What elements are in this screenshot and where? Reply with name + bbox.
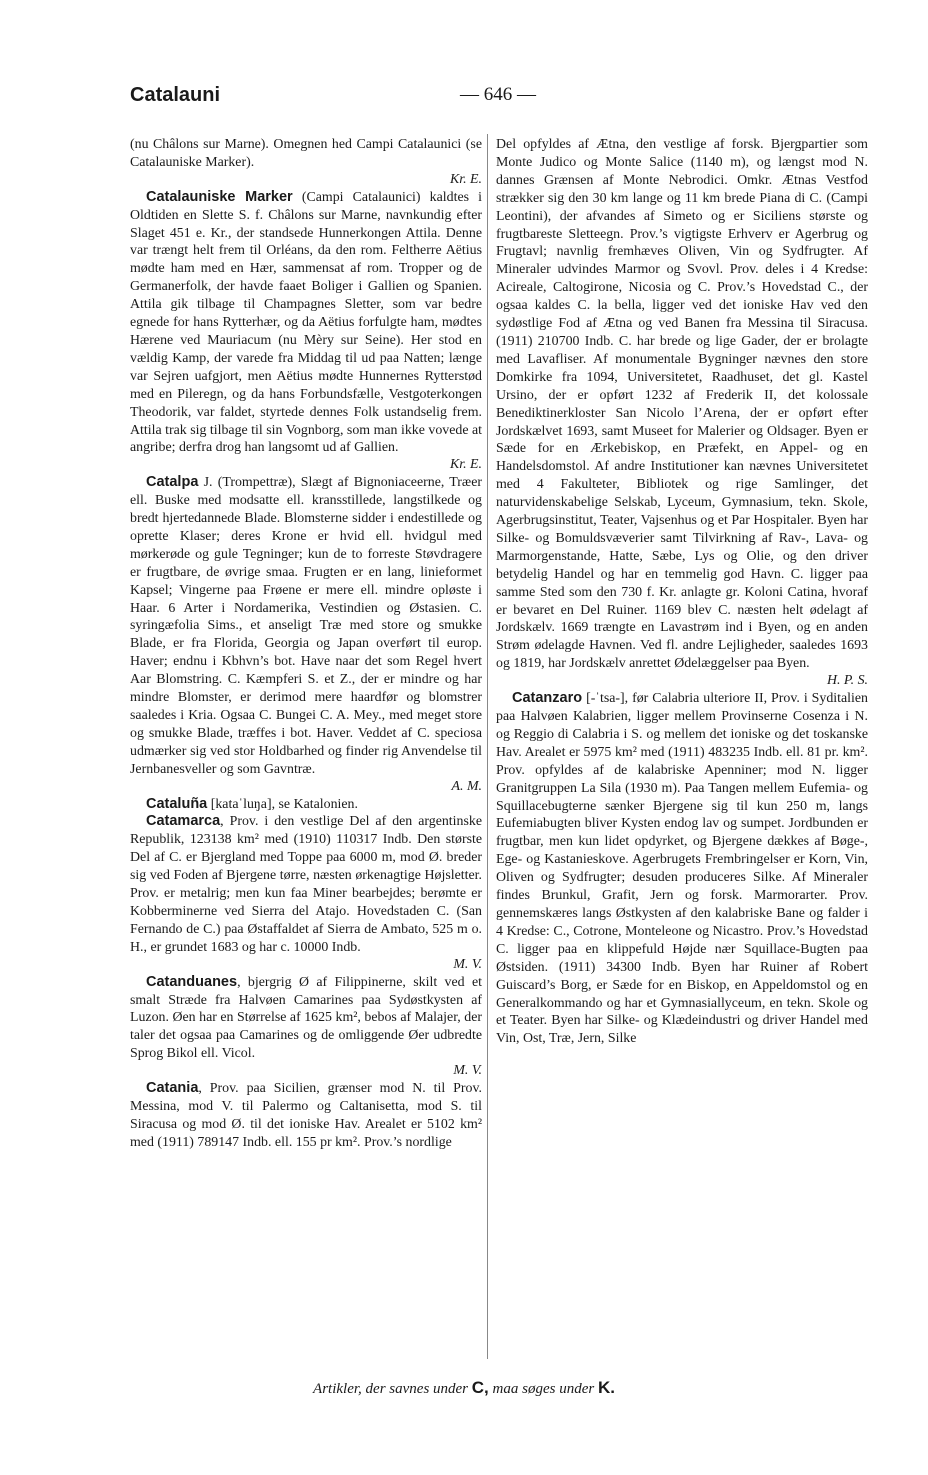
entry-text: , Prov. paa Sicilien, grænser mod N. til Prov. Messina, mod V. til Palermo og Caltanisetta, mod S. til Siracusa og mod Ø. til det ioniske Hav. Arealet er 5102 km² med (1911) 789147 Indb. ell. 155 pr km². Prov.’s nordlige — [130, 1081, 482, 1150]
entry-headword: Catanduanes — [146, 973, 238, 990]
footer-letter-c: C, — [471, 1378, 489, 1397]
entry-headword: Catamarca — [146, 813, 221, 830]
entry-headword: Catanzaro — [512, 690, 583, 707]
entry-cataluna — [130, 796, 482, 814]
entry-text: (Campi Catalaunici) kaldtes i Oldtiden en Slette S. f. Châlons sur Marne, navnkundig efter Slaget 451 e. Kr., der standsede Hunnerkongen Attila. Denne var trængt helt frem til Orléans, da den rom. Feltherre Aëtius mødte ham med en Hær, sammensat af rom. Tropper og de Germanerfolk, der havde faaet Boliger i Gallien og Spanien. Attila gik tilbage til Champagnes Sletter, som var bedre egnede for hans Rytterhær, og da Aëtius forfulgte ham, mødtes Hærene ved Mauriacum (nu Mèry sur Seine). Her stod en vældig Kamp, der varede fra Middag til ud paa Natten; længe var Sejren uafgjort, men Aëtius mødte Hunnernes Rytterstød med en Pileregn, og da hans Forbundsfælle, Vestgoterkongen Theodorik, var faldet, styrtede dennes Folk ustandselig frem. Attila trak sig tilbage til sin Vognborg, som man ikke vovede at angribe; derfra drog han langsomt ud af Gallien. — [130, 189, 483, 456]
page-number: — 646 — — [460, 84, 536, 105]
entry-catamarca — [130, 813, 482, 973]
entry-catalauniske-marker — [130, 189, 482, 475]
entry-text: , Prov. i den vestlige Del af den argentinske Republik, 123138 km² med (1910) 110317 Indb. Den største Del af C. er Bjergland med Toppe paa 6000 m, mod Ø. breder sig ved Foden af Bjergene tørre, næsten ørkenagtige Højsletter. Prov. er metalrig; men kun faa Miner bearbejdes; berømte er Kobberminerne ved Sierra del Atajo. Hovedstaden C. (San Fernando de C.) paa Østaffaldet af Sierra de Ambato, 525 m o. H., er grundet 1683 og har c. 10000 Indb. — [130, 814, 482, 955]
left-column — [130, 136, 482, 1152]
entry-text: [-ˈtsa-], før Calabria ulteriore II, Prov. i Syditalien paa Halvøen Kalabrien, ligger mellem Provinserne Cosenza i N. og Reggio di Calabria i S. og mellem det ioniske og det toskanske Hav. Arealet er 5975 km² med (1911) 483235 Indb. ell. 81 pr. km². Prov. opfyldes af de kalabriske Apenniner; mod N. ligger Granitgruppen La Sila (1930 m). Paa Tangen mellem Eufemia- og Squillacebugterne sænker Bjergene sig til kun 250 m, langs Eufemiabugten bliver Kysten endog lav og sumpet. Jordbunden er frugtbar, men kun lidet opdyrket, og Bjergene dækkes af Bøge-, Ege- og Kastanieskove. Agerbrugets Frembringelser er Korn, Vin, Oliven og Sydfrugter; desuden produceres Silke. Af Mineraler findes Brunkul, Grafit, Jern og forsk. Marmorarter. Prov. gennemskæres langs Østkysten af den kalabriske Bane og falder i 4 Kredse: C., Cotrone, Monteleone og Nicastro. Prov.’s Hovedstad C. ligger paa en klippefuld Højde nær Squillace-Bugten paa Østsiden. (1911) 34300 Indb. Byen har Ruiner af Robert Guiscard’s Borg, er Sæde for en Biskop, en Appeldomstol og en Generalkommando og har et Gymnasiallyceum, en tekn. Skole og et Teater. Byen har Silke- og Klædeindustri og driver Handel med Vin, Ost, Træ, Jern, Silke — [496, 691, 868, 1047]
entry-signature: Kr. E. — [449, 171, 482, 187]
entry-signature: Kr. E. — [449, 457, 482, 473]
footer-letter-k: K. — [597, 1378, 615, 1397]
column-divider — [487, 134, 488, 1359]
entry-catania-cont — [496, 136, 868, 690]
entry-catanduanes — [130, 974, 482, 1080]
entry-text: , bjergrig Ø af Filippinerne, skilt ved et smalt Stræde fra Halvøen Camarines paa Sydøstkysten af Luzon. Øen har en Størrelse af 1625 km², bebos af Malajer, der taler det ogsaa paa Camarines og de omliggende Øer udbredte Sprog Bikol ell. Vicol. — [130, 974, 482, 1062]
entry-text: Del opfyldes af Ætna, den vestlige af forsk. Bjergpartier som Monte Judico og Monte Salice (1140 m), og længst mod N. dannes Grænsen af Monte Nebrodici. Omkr. Ætnas Vestfod strækker sig den 30 km lange og 11 km brede Piana di C. (Campi Leontini), der afvandes af Simeto og er Siciliens største og frugtbareste Sletteegn. Prov.’s vigtigste Erhverv er Agerbrug og Frugtavl; navnlig fremhæves Oliven, Vin og Sydfrugter. Af Mineraler udvindes Marmor og Svovl. Prov. deles i 4 Kredse: Acireale, Caltogirone, Nicosia og C. Prov.’s Hovedstad C., der ogsaa kaldes C. la bella, ligger ved det ioniske Hav ved den sydøstlige Fod af Ætna og ved Banen fra Messina til Siracusa. (1911) 210700 Indb. C. har brede og lige Gader, der er brolagte med Lavafliser. Af monumentale Bygninger nævnes den store Domkirke fra 1094, Universitetet, Raadhuset, det gl. Kastel Ursino, der er opført 1232 af Frederik II, det kolossale Benediktinerkloster San Nicolo l’Arena, der er opført efter Jordskælvet 1693, samt Museet for Malerier og Oldsager. Byen er Sæde for en Ærkebiskop, en Præfekt, en Appel- og en Handelsdomstol. Af andre Institutioner kan nævnes Universitetet med 4 Fakulteter, Bibliotek og rige Samlinger, det naturvidenskabelige Selskab, Lyceum, Gymnasium, tekn. Skole, Agerbrugsinstitut, Teater, Vajsenhus og et Par Hospitaler. Byen har Silke- og Bomuldsvæverier samt Tilvirkning af Rav-, Lava- og Marmorgenstande, Hatte, Sæbe, Lys og Olie, og den driver betydelig Handel og har en temmelig god Havn. C. ligger paa samme Sted som den 730 f. Kr. anlagte gr. Koloni Catina, hvoraf er bevaret en Del Ruiner. 1169 blev C. næsten helt ødelagt af Jordskælv. 1669 trængte en Lavastrøm ind i Byen, og en anden Strøm ødelagde Havnen. Ved fl. andre Lejligheder, saaledes 1693 og 1819, har Jordskælv anrettet Ødelæggelser paa Byen. — [496, 137, 868, 672]
entry-catania — [130, 1080, 482, 1152]
entry-catalpa — [130, 474, 482, 795]
entry-headword: Cataluña — [146, 795, 208, 812]
entry-text: [kataˈluŋa], se Katalonien. — [207, 796, 358, 812]
entry-catanzaro — [496, 690, 868, 1048]
entry-text: (nu Châlons sur Marne). Omegnen hed Campi Catalaunici (se Catalauniske Marker). — [130, 137, 482, 170]
entry-headword: Catalpa — [146, 474, 199, 491]
entry-text: J. (Trompettræ), Slægt af Bignoniaceerne, Træer ell. Buske med modsatte ell. kransstillede, langstilkede og bredt hjertedannede Blade. Blomsterne sidder i endestillede og oprette Klaser; deres Krone er hvid ell. hvidgul med mørkerøde og gule Tegninger; kun de to forreste Støvdragere er frugtbare, de øvrige smaa. Frugten er en lang, linieformet Kapsel; Vingerne paa Frøene er mere ell. mindre opløste i Haar. 6 Arter i Nordamerika, Vestindien og Østasien. C. syringæfolia Sims., et anseligt Træ med store og smukke Blade, er fra Florida, Georgia og Japan overført til europ. Haver; endnu i Kbhvn’s bot. Have naar det som Regel hvert Aar Blomstring. C. Kæmpferi S. et Z., der er mindre og har mindre Blomster, er derimod mere haardfør og blomstrer saaledes i Kria. Ogsaa C. Bungei C. A. Mey., med meget store og smukke Blade, træffes i bot. Haver. Veddet af C. speciosa udmærker sig ved stor Holdbarhed og finder rig Anvendelse til Jernbanesveller og som Gavntræ. — [130, 475, 482, 777]
entry-signature: A. M. — [451, 778, 482, 794]
page-header — [130, 84, 830, 110]
running-head-word: Catalauni — [130, 84, 221, 106]
right-column — [496, 136, 868, 1048]
footer-text-mid: maa søges under — [492, 1381, 595, 1397]
entry-headword: Catalauniske Marker — [146, 188, 293, 205]
entry-headword: Catania — [146, 1080, 199, 1097]
entry-signature: M. V. — [453, 1063, 482, 1079]
entry-campi-cont — [130, 136, 482, 189]
footer-text: Artikler, der savnes under — [313, 1381, 469, 1397]
page-footer-note — [0, 1378, 928, 1398]
entry-signature: M. V. — [453, 956, 482, 972]
entry-signature: H. P. S. — [826, 673, 868, 689]
